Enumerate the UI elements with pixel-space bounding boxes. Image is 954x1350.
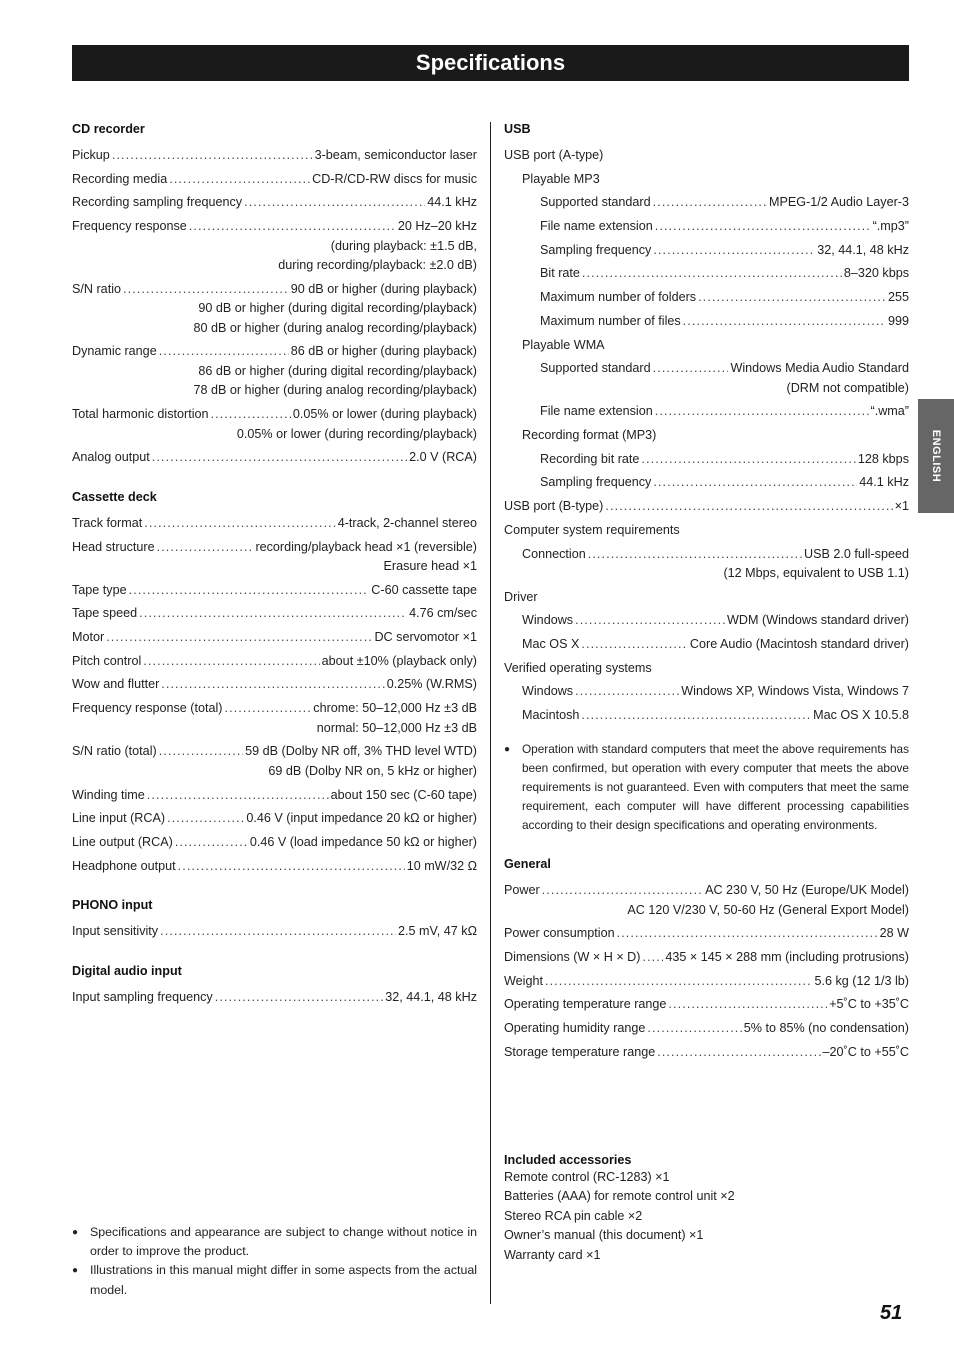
spec-label: Line output (RCA) xyxy=(72,834,173,849)
spec-row xyxy=(504,881,909,920)
spec-value-continued: (12 Mbps, equivalent to USB 1.1) xyxy=(723,566,909,580)
section-heading: Included accessories xyxy=(504,1153,632,1167)
usb-section xyxy=(504,122,909,835)
spec-row xyxy=(72,538,477,577)
spec-label: Head structure xyxy=(72,539,155,554)
spec-list xyxy=(504,497,909,517)
spec-value: about 150 sec (C-60 tape) xyxy=(330,787,477,802)
spec-label: Line input (RCA) xyxy=(72,811,166,826)
spec-label: Sampling frequency xyxy=(540,242,652,257)
spec-value: 32, 44.1, 48 kHz xyxy=(817,242,909,257)
footnote: ● Illustrations in this manual might differ in some aspects from the actual model. xyxy=(72,1261,477,1299)
spec-value: 44.1 kHz xyxy=(859,475,909,490)
spec-row xyxy=(72,405,477,444)
spec-list xyxy=(72,514,477,876)
spec-row xyxy=(540,193,909,213)
driver-label: Driver xyxy=(504,589,538,604)
spec-value: 0.46 V (load impedance 50 kΩ or higher) xyxy=(249,834,477,849)
cassette-deck-section xyxy=(72,490,477,876)
spec-row xyxy=(72,604,477,624)
spec-value-continued: 78 dB or higher (during analog recording/playback) xyxy=(193,383,477,398)
spec-label: Weight xyxy=(504,973,543,988)
accessory-item: Remote control (RC-1283) ×1 xyxy=(504,1170,670,1184)
spec-value: 86 dB or higher (during playback) xyxy=(290,344,477,359)
dot-leader xyxy=(106,628,372,648)
dot-leader xyxy=(575,611,725,631)
dot-leader xyxy=(129,581,370,601)
spec-list xyxy=(504,359,909,422)
spec-value: Windows Media Audio Standard xyxy=(730,361,909,376)
spec-row xyxy=(72,146,477,166)
spec-value-continued: AC 120 V/230 V, 50-60 Hz (General Export Model) xyxy=(627,902,909,917)
spec-label: Pitch control xyxy=(72,653,142,668)
spec-label: Connection xyxy=(522,546,586,561)
spec-value: 4.76 cm/sec xyxy=(409,606,477,621)
spec-row xyxy=(540,288,909,308)
dot-leader xyxy=(545,972,813,992)
spec-value: 0.05% or lower (during playback) xyxy=(292,407,477,422)
section-heading: General xyxy=(504,857,551,872)
spec-label: Recording sampling frequency xyxy=(72,195,243,210)
spec-label: Power consumption xyxy=(504,926,615,941)
spec-label: Operating humidity range xyxy=(504,1021,646,1036)
language-tab xyxy=(918,399,954,513)
spec-label: Macintosh xyxy=(522,708,580,723)
spec-value: CD-R/CD-RW discs for music xyxy=(312,171,477,186)
dot-leader xyxy=(575,682,679,702)
playable-wma-label: Playable WMA xyxy=(522,337,605,352)
recording-format-label: Recording format (MP3) xyxy=(522,428,657,443)
spec-value: 10 mW/32 Ω xyxy=(406,858,477,873)
footnotes xyxy=(72,1223,477,1300)
spec-label: Frequency response (total) xyxy=(72,701,223,716)
dot-leader xyxy=(683,312,886,332)
dot-leader xyxy=(655,217,871,237)
spec-value: 8–320 kbps xyxy=(843,266,909,281)
spec-label: File name extension xyxy=(540,219,653,234)
dot-leader xyxy=(582,264,842,284)
dot-leader xyxy=(225,699,312,719)
spec-label: Analog output xyxy=(72,450,150,465)
spec-value: –20˚C to +55˚C xyxy=(822,1044,909,1059)
spec-row xyxy=(72,514,477,534)
right-column xyxy=(504,112,909,1084)
accessory-item: Stereo RCA pin cable ×2 xyxy=(504,1208,643,1223)
digital-audio-input-section xyxy=(72,964,477,1008)
spec-label: Maximum number of files xyxy=(540,313,681,328)
accessory-item: Batteries (AAA) for remote control unit ×2 xyxy=(504,1189,735,1204)
spec-row xyxy=(72,857,477,877)
spec-row xyxy=(540,241,909,261)
dot-leader xyxy=(175,833,248,853)
spec-value-continued: 86 dB or higher (during digital recording/playback) xyxy=(198,363,477,378)
dot-leader xyxy=(161,675,384,695)
spec-row xyxy=(72,652,477,672)
spec-row xyxy=(540,264,909,284)
column-divider xyxy=(490,122,491,1304)
spec-value-continued: 0.05% or lower (during recording/playback) xyxy=(236,426,477,441)
spec-value: C-60 cassette tape xyxy=(371,582,477,597)
spec-value: 0.46 V (input impedance 20 kΩ or higher) xyxy=(246,811,477,826)
verified-os-label: Verified operating systems xyxy=(504,660,652,675)
spec-list xyxy=(72,988,477,1008)
spec-value: Core Audio (Macintosh standard driver) xyxy=(689,637,909,652)
spec-row xyxy=(72,448,477,468)
spec-label: Input sensitivity xyxy=(72,924,159,939)
dot-leader xyxy=(143,652,319,672)
spec-row xyxy=(504,924,909,944)
dot-leader xyxy=(657,1043,820,1063)
spec-row xyxy=(522,682,909,702)
footnote: ● Specifications and appearance are subject to change without notice in order to improve the product. xyxy=(72,1223,477,1261)
spec-label: Track format xyxy=(72,515,143,530)
spec-value: 435 × 145 × 288 mm (including protrusions) xyxy=(665,949,909,964)
phono-input-section xyxy=(72,898,477,942)
spec-list xyxy=(504,682,909,725)
accessory-item: Owner’s manual (this document) ×1 xyxy=(504,1228,704,1243)
spec-value: 3-beam, semiconductor laser xyxy=(314,148,477,162)
dot-leader xyxy=(605,497,892,517)
spec-label: Winding time xyxy=(72,787,145,802)
spec-value: 128 kbps xyxy=(857,451,909,466)
spec-row xyxy=(504,972,909,992)
spec-value: USB 2.0 full-speed xyxy=(803,546,909,561)
section-heading: USB xyxy=(504,122,531,136)
spec-value: 0.25% (W.RMS) xyxy=(386,677,477,692)
spec-row xyxy=(540,312,909,332)
spec-value: 5% to 85% (no condensation) xyxy=(743,1021,909,1036)
spec-value: ×1 xyxy=(894,499,909,514)
spec-row xyxy=(522,635,909,655)
spec-row xyxy=(504,1019,909,1039)
spec-row xyxy=(504,497,909,517)
dot-leader xyxy=(144,514,335,534)
cd-recorder-section xyxy=(72,122,477,468)
dot-leader xyxy=(189,217,396,237)
spec-label: Wow and flutter xyxy=(72,677,160,692)
dot-leader xyxy=(653,193,767,213)
spec-row xyxy=(72,742,477,781)
spec-label: Windows xyxy=(522,684,574,699)
general-section xyxy=(504,857,909,1062)
spec-list xyxy=(504,450,909,493)
spec-value: recording/playback head ×1 (reversible) xyxy=(255,539,477,554)
included-accessories xyxy=(504,1153,909,1265)
spec-value: Mac OS X 10.5.8 xyxy=(813,708,909,723)
dot-leader xyxy=(588,545,802,565)
dot-leader xyxy=(641,450,855,470)
spec-row xyxy=(72,170,477,190)
dot-leader xyxy=(139,604,407,624)
spec-label: Pickup xyxy=(72,148,110,162)
spec-label: Dimensions (W × H × D) xyxy=(504,949,641,964)
spec-value: 5.6 kg (12 1/3 lb) xyxy=(814,973,909,988)
dot-leader xyxy=(160,922,396,942)
dot-leader xyxy=(244,193,425,213)
spec-label: Windows xyxy=(522,613,574,628)
spec-value: 255 xyxy=(887,290,909,305)
dot-leader xyxy=(211,405,291,425)
dot-leader xyxy=(215,988,384,1008)
dot-leader xyxy=(581,635,688,655)
spec-value: 2.5 mV, 47 kΩ xyxy=(398,924,477,939)
dot-leader xyxy=(642,948,663,968)
spec-row xyxy=(540,359,909,398)
spec-value: 90 dB or higher (during playback) xyxy=(290,281,477,296)
spec-value-continued: 90 dB or higher (during digital recording/playback) xyxy=(198,301,477,316)
spec-list xyxy=(504,545,909,584)
dot-leader xyxy=(169,170,310,190)
dot-leader xyxy=(655,402,869,422)
dot-leader xyxy=(178,857,405,877)
spec-label: Bit rate xyxy=(540,266,580,281)
spec-value: chrome: 50–12,000 Hz ±3 dB xyxy=(313,701,477,716)
spec-label: Dynamic range xyxy=(72,344,157,359)
spec-row xyxy=(72,193,477,213)
dot-leader xyxy=(653,241,815,261)
spec-value: 32, 44.1, 48 kHz xyxy=(385,989,477,1004)
spec-row xyxy=(540,473,909,493)
spec-value-continued: (during playback: ±1.5 dB, xyxy=(330,238,477,253)
dot-leader xyxy=(581,706,811,726)
spec-value: 2.0 V (RCA) xyxy=(409,450,477,465)
spec-label: S/N ratio xyxy=(72,281,121,296)
dot-leader xyxy=(159,342,289,362)
spec-label: Frequency response xyxy=(72,219,187,234)
spec-value: WDM (Windows standard driver) xyxy=(727,613,909,628)
spec-label: Total harmonic distortion xyxy=(72,407,209,422)
dot-leader xyxy=(147,786,329,806)
dot-leader xyxy=(123,280,289,300)
spec-row xyxy=(72,675,477,695)
spec-row xyxy=(522,611,909,631)
spec-row xyxy=(522,545,909,584)
dot-leader xyxy=(157,538,254,558)
spec-row xyxy=(72,628,477,648)
spec-list xyxy=(72,146,477,468)
spec-value: “.mp3” xyxy=(872,219,909,234)
spec-label: USB port (B-type) xyxy=(504,499,604,514)
page-number: 51 xyxy=(880,1302,903,1324)
spec-value-continued: Erasure head ×1 xyxy=(383,559,477,573)
spec-row xyxy=(540,450,909,470)
spec-value: +5˚C to +35˚C xyxy=(829,997,909,1012)
spec-row xyxy=(72,922,477,942)
spec-row xyxy=(72,217,477,276)
spec-value: 4-track, 2-channel stereo xyxy=(337,515,477,530)
dot-leader xyxy=(152,448,407,468)
spec-label: Supported standard xyxy=(540,361,651,376)
spec-value: “.wma” xyxy=(870,404,909,419)
dot-leader xyxy=(542,881,703,901)
spec-label: Recording bit rate xyxy=(540,451,640,466)
spec-value: DC servomotor ×1 xyxy=(374,630,477,645)
playable-mp3-label: Playable MP3 xyxy=(522,171,600,186)
spec-row xyxy=(72,809,477,829)
spec-row xyxy=(504,995,909,1015)
spec-row xyxy=(72,833,477,853)
spec-row xyxy=(540,402,909,422)
section-heading: Cassette deck xyxy=(72,489,157,504)
spec-row xyxy=(72,280,477,339)
spec-label: Supported standard xyxy=(540,195,651,210)
spec-label: Input sampling frequency xyxy=(72,989,213,1004)
spec-row xyxy=(72,786,477,806)
spec-label: File name extension xyxy=(540,404,653,419)
section-heading: Digital audio input xyxy=(72,963,182,978)
section-heading: CD recorder xyxy=(72,122,145,136)
usb-port-a-label: USB port (A-type) xyxy=(504,148,604,162)
spec-label: Motor xyxy=(72,630,105,645)
spec-row xyxy=(72,581,477,601)
spec-value: about ±10% (playback only) xyxy=(321,653,477,668)
spec-label: Maximum number of folders xyxy=(540,290,697,305)
spec-label: Tape speed xyxy=(72,606,138,621)
spec-row xyxy=(72,988,477,1008)
left-column xyxy=(72,112,477,1029)
usb-note: ● Operation with standard computers that meet the above requirements has been confirmed, but operation with every computer that meets the above requirements is not guaranteed. Even with computers that meet the same requirement, each computer will have different processing capabilities according to their design specifications and operating environments. xyxy=(504,740,909,835)
computer-requirements-label: Computer system requirements xyxy=(504,522,680,537)
spec-row xyxy=(504,1043,909,1063)
spec-value-continued: 69 dB (Dolby NR on, 5 kHz or higher) xyxy=(268,763,477,778)
spec-list xyxy=(72,922,477,942)
dot-leader xyxy=(167,809,244,829)
spec-value-continued: normal: 50–12,000 Hz ±3 dB xyxy=(316,720,477,735)
spec-row xyxy=(72,342,477,401)
spec-label: Sampling frequency xyxy=(540,475,652,490)
spec-label: Headphone output xyxy=(72,858,176,873)
spec-value: 59 dB (Dolby NR off, 3% THD level WTD) xyxy=(245,744,477,759)
spec-label: Power xyxy=(504,883,540,898)
spec-list xyxy=(504,611,909,654)
spec-label: S/N ratio (total) xyxy=(72,744,157,759)
spec-row xyxy=(72,699,477,738)
dot-leader xyxy=(647,1019,741,1039)
spec-row xyxy=(522,706,909,726)
section-heading: PHONO input xyxy=(72,898,153,913)
spec-label: Tape type xyxy=(72,582,127,597)
dot-leader xyxy=(653,473,857,493)
spec-list xyxy=(504,881,909,1062)
spec-value: AC 230 V, 50 Hz (Europe/UK Model) xyxy=(705,883,909,898)
accessory-item: Warranty card ×1 xyxy=(504,1247,601,1262)
spec-row xyxy=(504,948,909,968)
spec-value: 28 W xyxy=(879,926,909,941)
spec-value: Windows XP, Windows Vista, Windows 7 xyxy=(681,684,909,699)
spec-label: Recording media xyxy=(72,171,168,186)
dot-leader xyxy=(159,742,243,762)
spec-value: MPEG-1/2 Audio Layer-3 xyxy=(768,195,909,210)
spec-label: Storage temperature range xyxy=(504,1044,656,1059)
spec-value-continued: (DRM not compatible) xyxy=(786,380,909,395)
spec-row xyxy=(540,217,909,237)
dot-leader xyxy=(668,995,827,1015)
dot-leader xyxy=(653,359,729,379)
spec-label: Operating temperature range xyxy=(504,997,667,1012)
dot-leader xyxy=(617,924,878,944)
spec-value: 20 Hz–20 kHz xyxy=(397,219,477,234)
spec-value-continued: 80 dB or higher (during analog recording/playback) xyxy=(193,320,477,335)
spec-label: Mac OS X xyxy=(522,637,580,652)
spec-value: 999 xyxy=(887,313,909,328)
spec-value-continued: during recording/playback: ±2.0 dB) xyxy=(278,258,477,273)
spec-value: 44.1 kHz xyxy=(427,195,477,210)
language-tab-label: ENGLISH xyxy=(930,429,942,483)
page-title: Specifications xyxy=(72,45,909,81)
dot-leader xyxy=(112,146,313,166)
spec-list xyxy=(504,193,909,331)
dot-leader xyxy=(698,288,886,308)
